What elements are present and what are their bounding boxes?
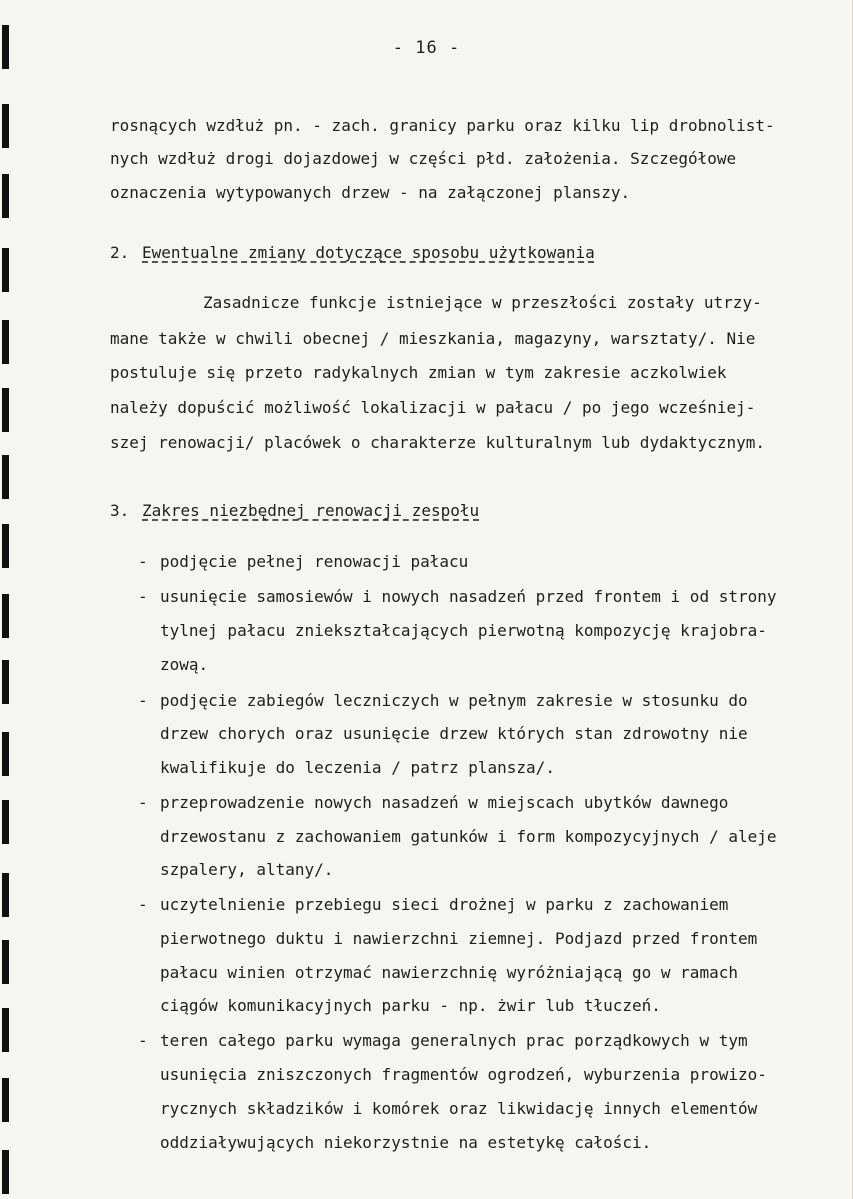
list-item-line: zową.: [160, 655, 209, 674]
page-number: - 16 -: [392, 38, 461, 58]
binding-hole: [2, 320, 9, 364]
section-3-title: Zakres niezbędnej renowacji zespołu: [142, 501, 480, 520]
list-item-line: drzewostanu z zachowaniem gatunków i form kompozycyjnych / aleje: [160, 827, 777, 846]
list-bullet: -: [138, 895, 148, 914]
binding-hole: [2, 873, 9, 917]
list-item-line: szpalery, altany/.: [160, 860, 334, 879]
binding-hole: [2, 800, 9, 844]
list-bullet: -: [138, 1031, 148, 1050]
list-bullet: -: [138, 793, 148, 812]
list-item-line: podjęcie pełnej renowacji pałacu: [160, 552, 469, 571]
list-item-line: usunięcia zniszczonych fragmentów ogrodzeń, wyburzenia prowizo-: [160, 1065, 767, 1084]
binding-hole: [2, 104, 9, 148]
intro-line: rosnących wzdłuż pn. - zach. granicy parku oraz kilku lip drobnolist-: [110, 116, 775, 135]
binding-hole: [2, 248, 9, 292]
list-item-line: pierwotnego duktu i nawierzchni ziemnej. Podjazd przed frontem: [160, 929, 758, 948]
section-2-line: należy dopuścić możliwość lokalizacji w pałacu / po jego wcześniej-: [110, 398, 756, 417]
binding-holes: [0, 0, 14, 1199]
list-bullet: -: [138, 587, 148, 606]
section-2-line: Zasadnicze funkcje istniejące w przeszłości zostały utrzy-: [203, 293, 762, 312]
list-item-line: rycznych składzików i komórek oraz likwidację innych elementów: [160, 1099, 758, 1118]
list-item-line: teren całego parku wymaga generalnych prac porządkowych w tym: [160, 1031, 748, 1050]
binding-hole: [2, 594, 9, 638]
section-2-line: postuluje się przeto radykalnych zmian w tym zakresie aczkolwiek: [110, 363, 727, 382]
list-item-line: ciągów komunikacyjnych parku - np. żwir lub tłuczeń.: [160, 996, 661, 1015]
list-item-line: podjęcie zabiegów leczniczych w pełnym zakresie w stosunku do: [160, 691, 748, 710]
intro-line: nych wzdłuż drogi dojazdowej w części płd. założenia. Szczegółowe: [110, 149, 737, 168]
list-item-line: kwalifikuje do leczenia / patrz plansza/.: [160, 758, 555, 777]
section-2-title: Ewentualne zmiany dotyczące sposobu użytkowania: [142, 243, 595, 262]
binding-hole: [2, 1078, 9, 1122]
binding-hole: [2, 732, 9, 776]
binding-hole: [2, 174, 9, 218]
section-2-line: szej renowacji/ placówek o charakterze kulturalnym lub dydaktycznym.: [110, 433, 766, 452]
list-item-line: przeprowadzenie nowych nasadzeń w miejscach ubytków dawnego: [160, 793, 729, 812]
list-item-line: drzew chorych oraz usunięcie drzew których stan zdrowotny nie: [160, 724, 748, 743]
list-bullet: -: [138, 552, 148, 571]
section-2-line: mane także w chwili obecnej / mieszkania, magazyny, warsztaty/. Nie: [110, 329, 756, 348]
binding-hole: [2, 388, 9, 432]
list-bullet: -: [138, 691, 148, 710]
list-item-line: usunięcie samosiewów i nowych nasadzeń przed frontem i od strony: [160, 587, 777, 606]
binding-hole: [2, 524, 9, 568]
binding-hole: [2, 455, 9, 499]
intro-line: oznaczenia wytypowanych drzew - na załączonej planszy.: [110, 183, 631, 202]
list-item-line: tylnej pałacu zniekształcających pierwotną kompozycję krajobra-: [160, 621, 767, 640]
list-item-line: oddziaływujących niekorzystnie na estetykę całości.: [160, 1133, 652, 1152]
list-item-line: uczytelnienie przebiegu sieci drożnej w parku z zachowaniem: [160, 895, 729, 914]
binding-hole: [2, 1150, 9, 1194]
section-2-number: 2.: [110, 243, 130, 262]
section-3-number: 3.: [110, 501, 130, 520]
binding-hole: [2, 940, 9, 984]
binding-hole: [2, 1008, 9, 1052]
binding-hole: [2, 660, 9, 704]
list-item-line: pałacu winien otrzymać nawierzchnię wyróżniającą go w ramach: [160, 963, 738, 982]
